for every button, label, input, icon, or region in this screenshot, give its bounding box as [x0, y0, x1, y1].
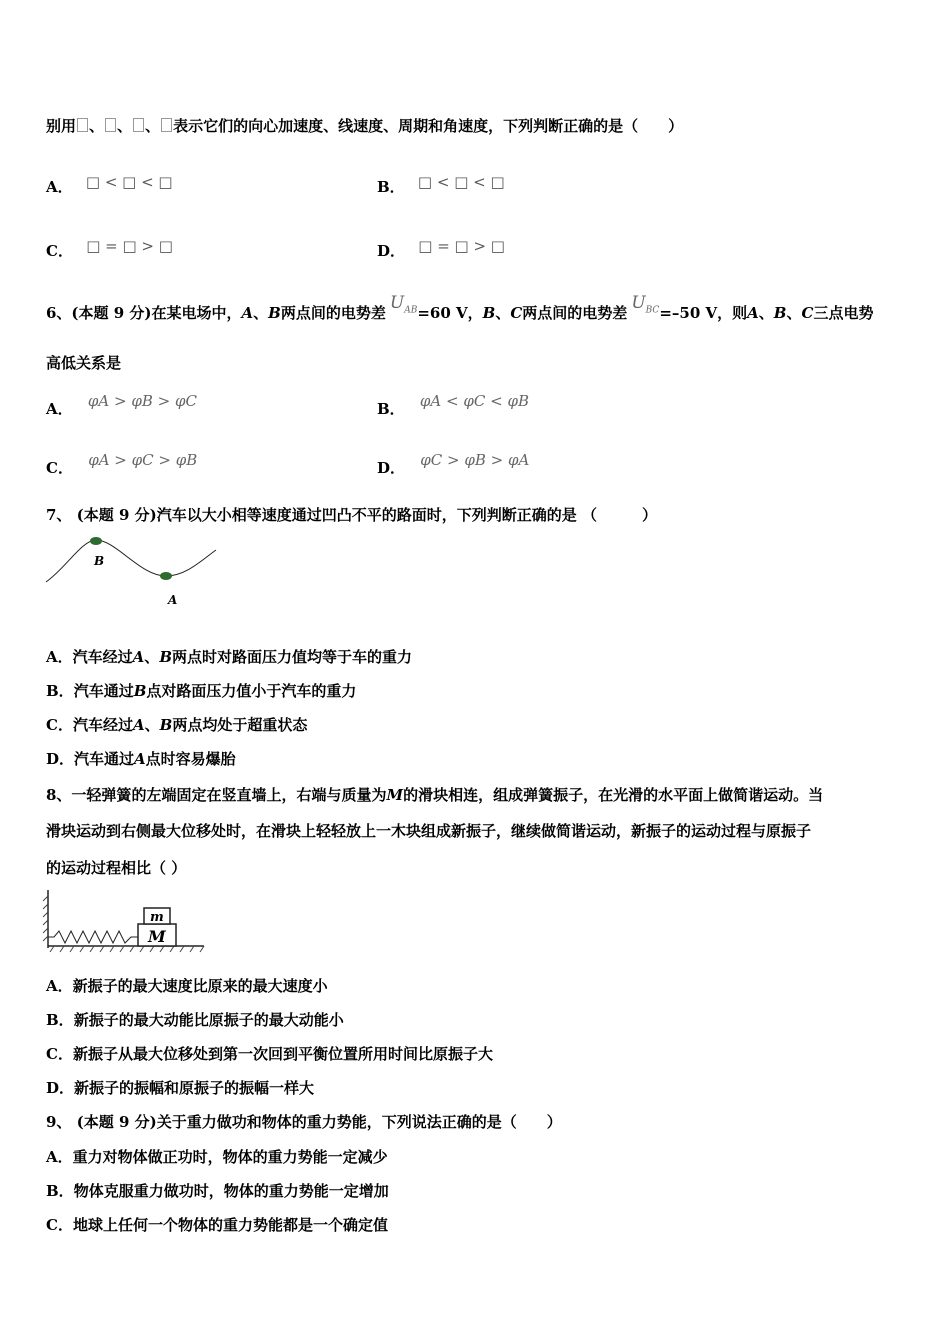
option-point: B [133, 682, 147, 700]
option-text: 地球上任何一个物体的重力势能都是一个确定值 [72, 1216, 388, 1234]
sep: 、 [117, 117, 133, 135]
car-a-icon [160, 572, 172, 580]
point-b: B [773, 304, 787, 322]
option-label: C． [46, 1216, 73, 1234]
q5-option-a [46, 173, 173, 197]
q7-stem: 7、 (本题 9 分)汽车以大小相等速度通过凹凸不平的路面时，下列判断正确的是 （ ） [46, 506, 657, 524]
q8-option-b [46, 1009, 344, 1030]
u-ab-sub: AB [404, 305, 418, 316]
option-label: D． [46, 750, 75, 768]
option-point: A [134, 750, 146, 768]
q6-option-b [377, 392, 529, 419]
q5-stem [46, 115, 683, 136]
option-label: C． [46, 1045, 73, 1063]
label-a: A [168, 593, 178, 607]
u-bc-letter: U [631, 293, 646, 313]
option-label: D． [46, 1079, 75, 1097]
option-label: A． [46, 648, 73, 666]
option-post: 点时容易爆胎 [145, 750, 236, 768]
q9-option-b [46, 1180, 389, 1201]
option-point: B [159, 716, 173, 734]
road-figure [44, 530, 220, 610]
option-label: A． [46, 977, 73, 995]
option-text: 物体克服重力做功时，物体的重力势能一定增加 [73, 1182, 389, 1200]
option-post: 点对路面压力值小于汽车的重力 [146, 682, 357, 700]
q6-stem-line2: 高低关系是 [46, 354, 122, 372]
option-expr: □ < □ < □ [85, 173, 173, 191]
q8-line1 [46, 784, 823, 805]
label-small-m: m [150, 910, 164, 925]
point-a: A [747, 304, 759, 322]
option-label: C． [46, 716, 73, 734]
q7-option-d [46, 748, 236, 769]
option-expr: □ < □ < □ [417, 173, 505, 191]
placeholder-box [161, 118, 172, 132]
q8-line2: 滑块运动到右侧最大位移处时，在滑块上轻轻放上一木块组成新振子，继续做简谐运动，新振子的运动过程与原振子 [46, 822, 812, 840]
q8-option-c [46, 1043, 493, 1064]
point-a: A [241, 304, 254, 322]
option-expr: □ = □ > □ [418, 237, 505, 255]
option-text: 新振子的最大动能比原振子的最大动能小 [73, 1011, 344, 1029]
option-text: 新振子的最大速度比原来的最大速度小 [72, 977, 328, 995]
option-label: D． [377, 459, 406, 477]
q8-line1-b: 的滑块相连，组成弹簧振子，在光滑的水平面上做简谐运动。当 [403, 786, 824, 804]
option-post: 两点时对路面压力值均等于车的重力 [172, 648, 413, 666]
point-b: B [482, 304, 496, 322]
option-post: 两点均处于超重状态 [172, 716, 308, 734]
option-expr: φA > φB > φC [87, 392, 197, 410]
option-label: A． [46, 400, 73, 418]
q8-line3: 的运动过程相比（ ） [46, 859, 187, 877]
option-label: A． [46, 178, 73, 196]
u-bc-symbol [631, 293, 660, 316]
u-ab-symbol [389, 293, 418, 316]
option-label: C． [46, 242, 73, 260]
option-expr: □ = □ > □ [86, 237, 173, 255]
label-b: B [94, 554, 105, 568]
road-curve [46, 540, 216, 582]
q8-option-d [46, 1077, 314, 1098]
q5-option-c [46, 237, 173, 261]
option-expr: φA > φC > φB [88, 451, 198, 469]
q6-option-a [46, 392, 197, 419]
q6-stem-f: 三点电势 [813, 304, 874, 322]
option-label: D． [377, 242, 406, 260]
option-expr: φC > φB > φA [420, 451, 530, 469]
q9-stem: 9、 (本题 9 分)关于重力做功和物体的重力势能，下列说法正确的是（ ） [46, 1113, 562, 1131]
option-sep: 、 [144, 716, 160, 734]
q7-option-b [46, 680, 356, 701]
point-c: C [801, 304, 814, 322]
q6-option-d [377, 451, 530, 478]
q5-stem-pre: 别用 [46, 117, 77, 135]
placeholder-box [133, 118, 144, 132]
car-b-icon [90, 537, 102, 545]
q9-option-c [46, 1214, 388, 1235]
option-text: 新振子从最大位移处到第一次回到平衡位置所用时间比原振子大 [72, 1045, 493, 1063]
option-text: 新振子的振幅和原振子的振幅一样大 [74, 1079, 315, 1097]
sep: 、 [145, 117, 161, 135]
q6-stem-e: =–50 V，则 [659, 304, 748, 322]
q6-stem-c: =60 V， [417, 304, 483, 322]
spring-oscillator-figure [42, 886, 208, 956]
option-expr: φA < φC < φB [419, 392, 529, 410]
q6-stem-d: 两点间的电势差 [522, 304, 628, 322]
option-label: A． [46, 1148, 73, 1166]
floor-hatch [50, 946, 204, 952]
q7-option-a [46, 646, 412, 667]
option-pre: 汽车经过 [72, 648, 133, 666]
label-big-m: M [148, 927, 166, 946]
option-text: 重力对物体做正功时，物体的重力势能一定减少 [72, 1148, 388, 1166]
option-label: B． [46, 1182, 74, 1200]
u-ab-letter: U [389, 293, 405, 313]
point-c: C [510, 304, 523, 322]
option-label: B． [46, 1011, 74, 1029]
q6-stem-b: 两点间的电势差 [280, 304, 386, 322]
q6-stem-a: 6、(本题 9 分)在某电场中， [46, 304, 242, 322]
placeholder-box [77, 118, 88, 132]
option-label: B． [377, 178, 405, 196]
mass-m-symbol: M [386, 786, 404, 804]
q5-option-d [377, 237, 505, 261]
option-point: A [132, 648, 145, 666]
option-sep: 、 [144, 648, 160, 666]
q8-line1-a: 8、一轻弹簧的左端固定在竖直墙上，右端与质量为 [46, 786, 387, 804]
q6-option-c [46, 451, 198, 478]
point-b: B [268, 304, 281, 322]
sep: 、 [89, 117, 105, 135]
option-point: A [132, 716, 145, 734]
option-label: C． [46, 459, 73, 477]
placeholder-box [105, 118, 116, 132]
option-label: B． [377, 400, 405, 418]
q8-option-a [46, 975, 328, 996]
q9-option-a [46, 1146, 388, 1167]
u-bc-sub: BC [645, 305, 660, 316]
option-pre: 汽车通过 [73, 682, 134, 700]
option-label: B． [46, 682, 74, 700]
spring [48, 931, 138, 943]
q5-option-b [377, 173, 505, 197]
q7-option-c [46, 714, 307, 735]
q6-stem: 6、(本题 9 分)在某电场中，A、B两点间的电势差 $U_{AB}=60$ V，B、C两点间的电势差 $U_{BC}=-50$ V，则A、B、C三点电势 [46, 293, 874, 322]
q5-stem-post: 表示它们的向心加速度、线速度、周期和角速度，下列判断正确的是（ ） [173, 117, 684, 135]
option-pre: 汽车经过 [72, 716, 133, 734]
option-pre: 汽车通过 [74, 750, 135, 768]
option-point: B [159, 648, 172, 666]
